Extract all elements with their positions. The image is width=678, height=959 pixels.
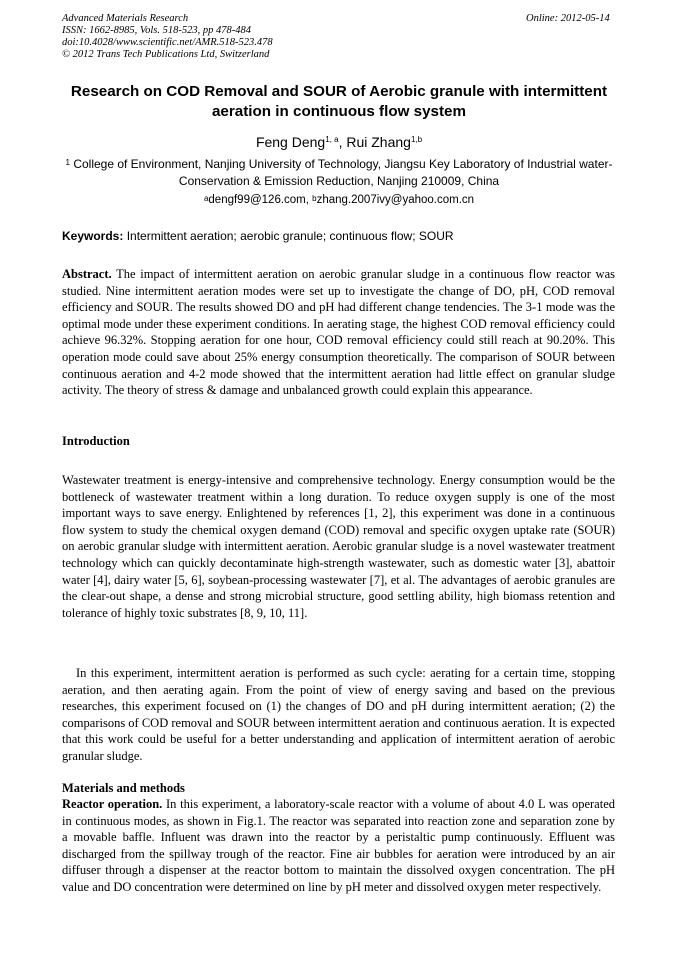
journal-header — [62, 13, 273, 61]
copyright-line: © 2012 Trans Tech Publications Ltd, Switzerland — [62, 49, 270, 60]
affiliation-mark: 1 — [65, 158, 70, 167]
keywords-label: Keywords: — [62, 229, 124, 243]
journal-name: Advanced Materials Research — [62, 13, 189, 24]
affiliation — [62, 156, 616, 190]
paper-title: Research on COD Removal and SOUR of Aerobic granule with intermittent aeration in continuous flow system — [70, 83, 608, 120]
email-mark: b — [312, 194, 317, 203]
methods-subheading: Reactor operation. — [62, 797, 163, 811]
abstract-label: Abstract. — [62, 267, 112, 281]
email-line — [62, 193, 616, 208]
author-separator: , — [338, 134, 347, 150]
author-name: Feng Deng — [255, 134, 326, 150]
affiliation-text: College of Environment, Nanjing University of Technology, Jiangsu Key Laboratory of Industrial water-Conservation & Emission Reduction, Nanjing 210009, China — [73, 157, 613, 188]
issn-line: ISSN: 1662-8985, Vols. 518-523, pp 478-484 — [62, 25, 251, 36]
abstract — [62, 266, 615, 399]
email-link[interactable]: zhang.2007ivy@yahoo.com.cn — [316, 194, 475, 206]
methods-paragraph — [62, 796, 615, 896]
introduction-paragraph: In this experiment, intermittent aeration is performed as such cycle: aerating for a certain time, stopping aeration, and then aerating again. From the point of view of energy saving and based on the previous researches, this experiment focused on (1) the changes of DO and pH during intermittent aeration; (2) the comparisons of COD removal and SOUR between intermittent aeration and continuous aeration. It is expected that this work could be useful for a better understanding and application of intermittent aeration of aerobic granular sludge. — [62, 666, 615, 763]
online-date: Online: 2012-05-14 — [526, 13, 610, 24]
author-affiliation-mark: 1,b — [410, 135, 423, 144]
introduction-paragraph: Wastewater treatment is energy-intensive and comprehensive technology. Energy consumption would be the bottleneck of wastewater treatment within a long duration. To reduce oxygen supply is one of the most important ways to save energy. Enlightened by references [1, 2], this experiment was done in a continuous flow system to study the chemical oxygen demand (COD) removal and specific oxygen uptake rate (SOUR) on aerobic granular sludge with intermittent aeration. Aerobic granular sludge is a novel wastewater treatment technology which can quickly decontaminate high-strength wastewater, such as domestic water [3], abattoir water [4], dairy water [5, 6], soybean-processing wastewater [7], et al. The advantages of aerobic granules are the clear-out shape, a dense and strong microbial structure, good settling ability, high biomass retention and tolerance of highly toxic substrates [8, 9, 10, 11]. — [62, 473, 615, 620]
keywords — [62, 228, 616, 244]
abstract-text: The impact of intermittent aeration on aerobic granular sludge in a continuous flow reactor was studied. Nine intermittent aeration modes were set up to investigate the change of DO, pH, COD removal efficiency and SOUR. The results showed DO and pH had different change tendencies. The 3-1 mode was the optimal mode under these experiment conditions. In aerating stage, the highest COD removal efficiency could achieve 96.32%. Stopping aeration for one hour, COD removal efficiency could still reach at 90.20%. This operation mode could save about 25% energy consumption theoretically. The comparison of SOUR between continuous aeration and 4-2 mode showed that the intermittent aeration had little effect on granular sludge activity. The theory of stress & damage and unbalanced growth could explain this appearance. — [62, 267, 615, 398]
email-separator: , — [305, 194, 313, 206]
methods-heading: Materials and methods — [62, 781, 185, 795]
keywords-text: Intermittent aeration; aerobic granule; continuous flow; SOUR — [126, 229, 454, 243]
author-line — [62, 133, 616, 151]
methods-text: In this experiment, a laboratory-scale reactor with a volume of about 4.0 L was operated in continuous modes, as shown in Fig.1. The reactor was separated into reaction zone and separation zone by a movable baffle. Influent was drawn into the reactor by a peristaltic pump continuously. Effluent was discharged from the spillway trough of the reactor. Fine air bubbles for aeration were introduced by an air diffuser through a dispenser at the reactor bottom to maintain the dissolved oxygen concentration. The pH value and DO concentration were determined on line by pH meter and dissolved oxygen meter respectively. — [62, 797, 615, 894]
introduction-heading: Introduction — [62, 434, 130, 448]
email-link[interactable]: dengf99@126.com — [208, 194, 306, 206]
author-name: Rui Zhang — [346, 134, 411, 150]
email-mark: a — [203, 194, 209, 203]
author-affiliation-mark: 1, a — [325, 135, 339, 144]
doi-line: doi:10.4028/www.scientific.net/AMR.518-523.478 — [62, 37, 273, 48]
